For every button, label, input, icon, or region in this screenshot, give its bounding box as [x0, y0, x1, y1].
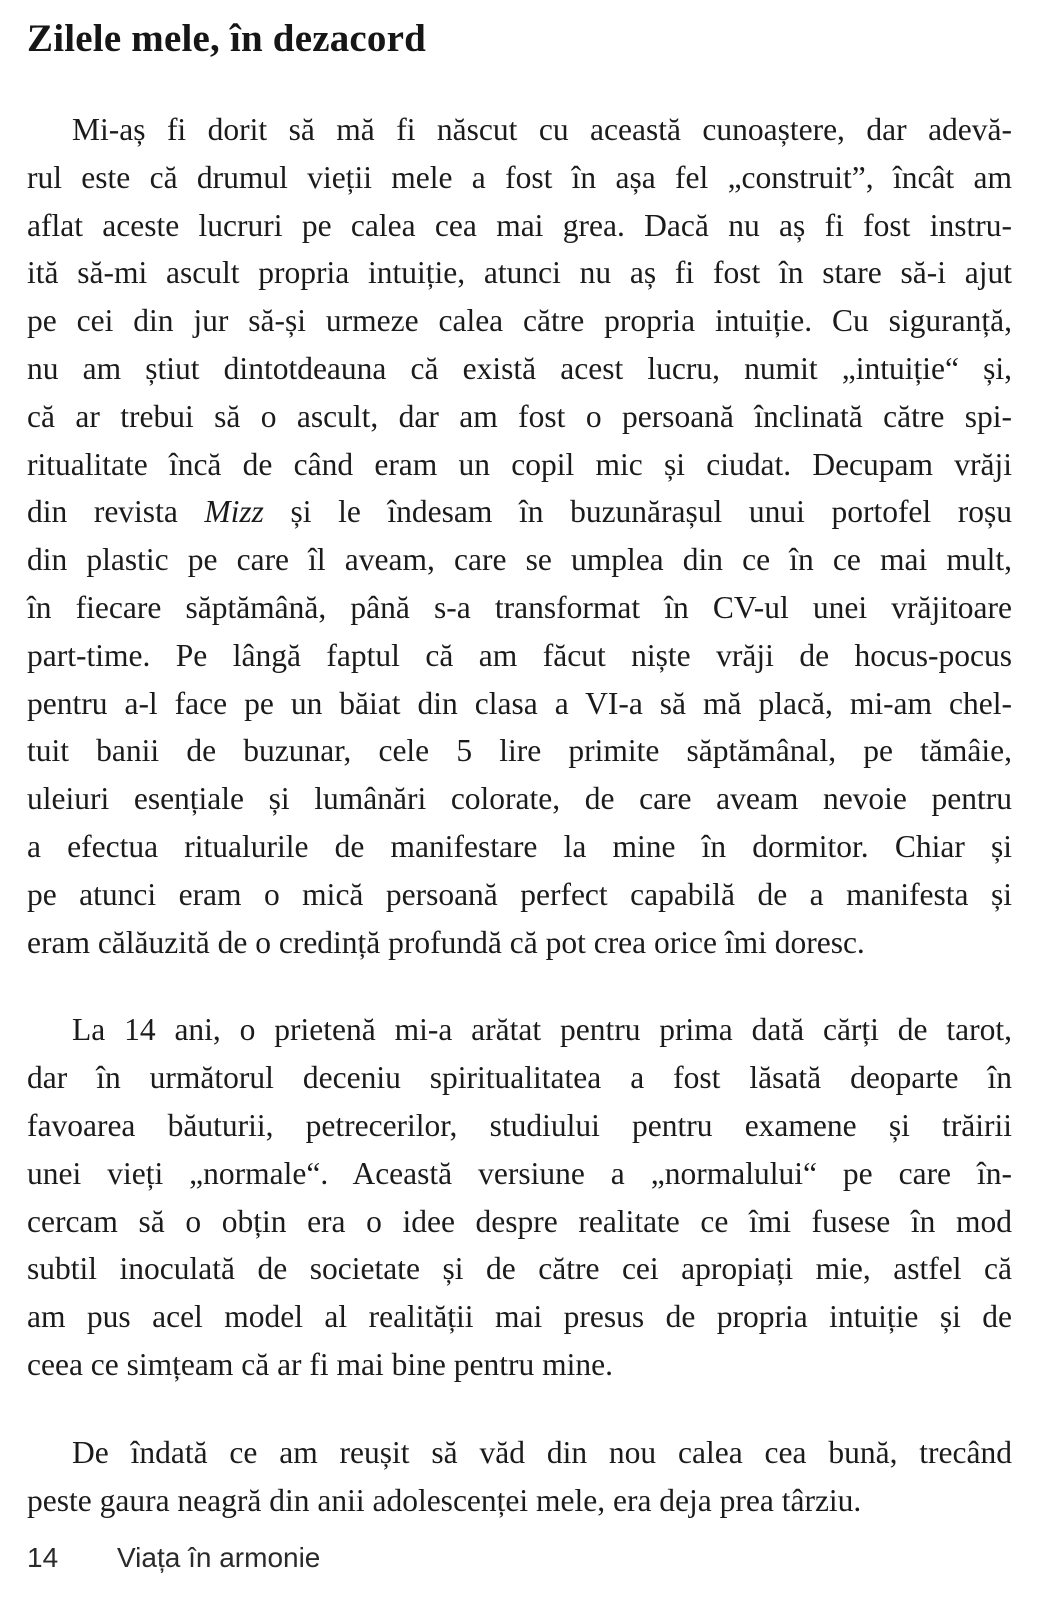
text-line: am pus acel model al realității mai presus de propria intuiție și de: [27, 1299, 1012, 1335]
text-line: ită să-mi ascult propria intuiție, atunci nu aș fi fost în stare să-i ajut: [27, 255, 1012, 291]
text-line: De îndată ce am reușit să văd din nou calea cea bună, trecând: [72, 1434, 1012, 1470]
text-line: dar în următorul deceniu spiritualitatea a fost lăsată deoparte în: [27, 1060, 1012, 1096]
page-footer: [27, 1542, 1012, 1574]
text-line: Mi-aș fi dorit să mă fi născut cu această cunoaștere, dar adevă-: [72, 112, 1012, 147]
paragraph: [27, 1429, 1012, 1525]
text-line: ritualitate încă de când eram un copil mic și ciudat. Decupam vrăji: [27, 446, 1012, 482]
paragraph: [27, 106, 1012, 966]
running-title: Viața în armonie: [117, 1542, 321, 1573]
text-line: La 14 ani, o prietenă mi-a arătat pentru prima dată cărți de tarot,: [72, 1012, 1012, 1048]
text-line: cercam să o obțin era o idee despre realitate ce îmi fusese în mod: [27, 1203, 1012, 1239]
text-line: peste gaura neagră din anii adolescenței mele, era deja prea târziu.: [27, 1482, 862, 1518]
text-line: rul este că drumul vieții mele a fost în așa fel „construit”, încât am: [27, 159, 1012, 195]
text-line: uleiuri esențiale și lumânări colorate, de care aveam nevoie pentru: [27, 781, 1012, 817]
text-line: favoarea băuturii, petrecerilor, studiului pentru examene și trăirii: [27, 1107, 1012, 1143]
text-line: că ar trebui să o ascult, dar am fost o persoană înclinată către spi-: [27, 398, 1012, 434]
text-line: part-time. Pe lângă faptul că am făcut niște vrăji de hocus-pocus: [27, 637, 1012, 673]
paragraph: [27, 1006, 1012, 1388]
text-line: din plastic pe care îl aveam, care se umplea din ce în ce mai mult,: [27, 542, 1012, 578]
body-text: [27, 106, 1012, 1524]
text-line: în fiecare săptămână, până s-a transformat în CV-ul unei vrăjitoare: [27, 589, 1012, 625]
text-line: eram călăuzită de o credință profundă că pot crea orice îmi doresc.: [27, 924, 865, 960]
text-line: a efectua ritualurile de manifestare la mine în dormitor. Chiar și: [27, 828, 1012, 864]
text-line: pe atunci eram o mică persoană perfect capabilă de a manifesta și: [27, 876, 1012, 912]
text-line: subtil inoculată de societate și de către cei apropiați mie, astfel că: [27, 1251, 1012, 1287]
text-line: aflat aceste lucruri pe calea cea mai grea. Dacă nu aș fi fost instru-: [27, 207, 1012, 243]
text-line: ceea ce simțeam că ar fi mai bine pentru mine.: [27, 1346, 613, 1382]
text-line: pentru a-l face pe un băiat din clasa a VI-a să mă placă, mi-am chel-: [27, 685, 1012, 721]
text-line: unei vieți „normale“. Această versiune a „normalului“ pe care în-: [27, 1155, 1012, 1191]
chapter-title: Zilele mele, în dezacord: [27, 17, 427, 60]
text-line: tuit banii de buzunar, cele 5 lire primite săptămânal, pe tămâie,: [27, 733, 1012, 769]
page-number: 14: [27, 1542, 59, 1573]
text-line: nu am știut dintotdeauna că există acest lucru, numit „intuiție“ și,: [27, 350, 1012, 386]
text-line: pe cei din jur să-și urmeze calea către propria intuiție. Cu siguranță,: [27, 303, 1012, 339]
text-line: din revista Mizz și le îndesam în buzunărașul unui portofel roșu: [27, 494, 1012, 530]
